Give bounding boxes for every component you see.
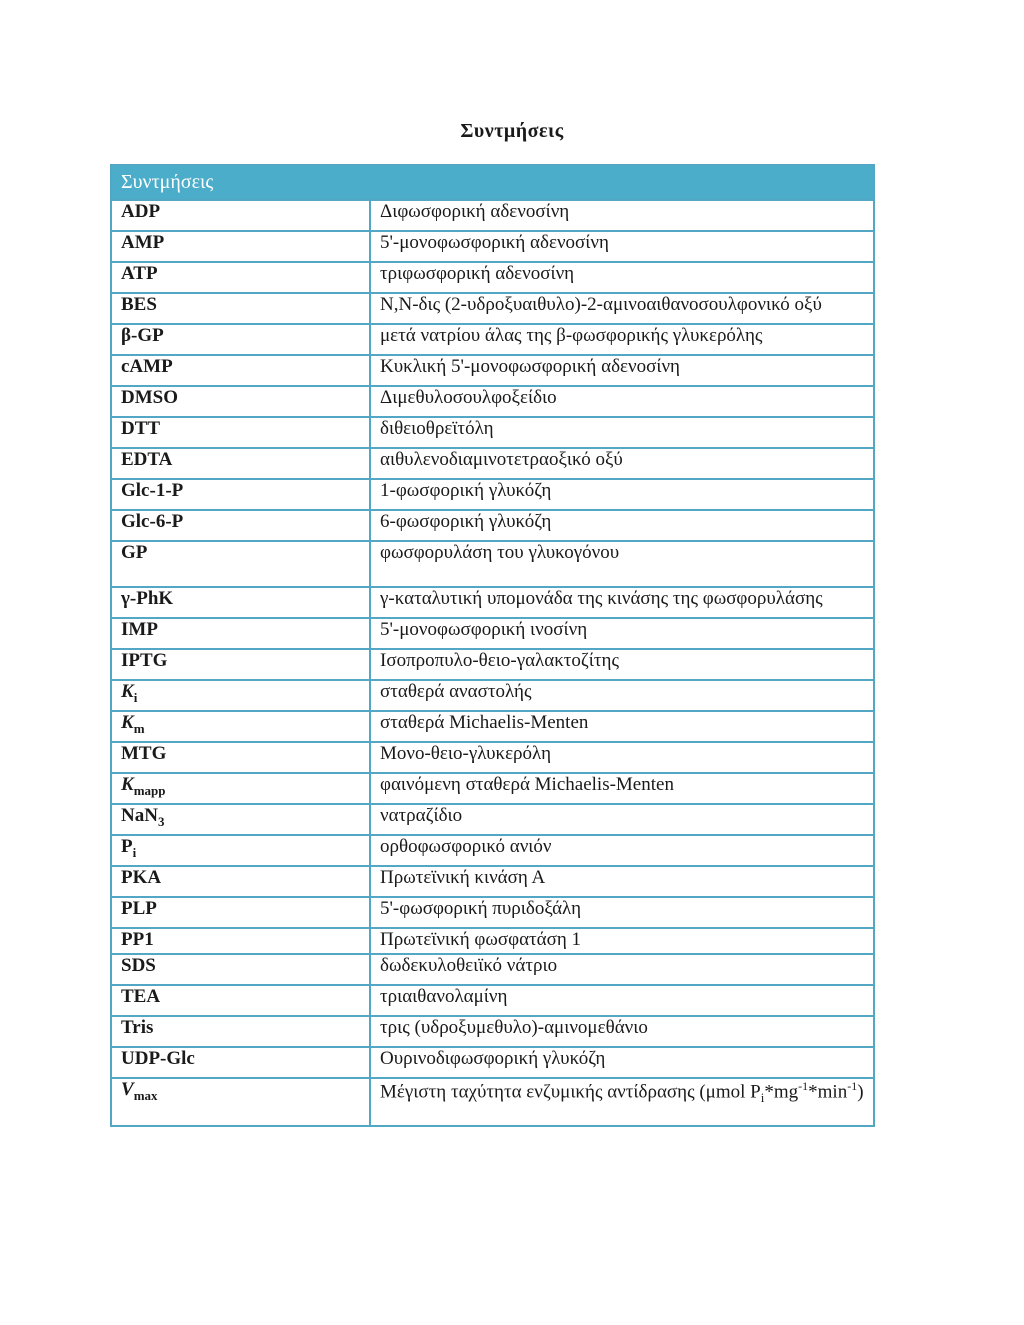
table-row	[111, 804, 874, 835]
table-row	[111, 541, 874, 587]
abbr-term: $K_i$	[111, 680, 370, 711]
table-row	[111, 262, 874, 293]
abbr-description: Πρωτεϊνική κινάση Α	[370, 866, 874, 897]
abbr-term: SDS	[111, 954, 370, 985]
table-row	[111, 928, 874, 954]
table-row	[111, 649, 874, 680]
abbr-description: Μονο-θειο-γλυκερόλη	[370, 742, 874, 773]
table-row	[111, 510, 874, 541]
table-row	[111, 835, 874, 866]
abbr-term: ATP	[111, 262, 370, 293]
abbr-term: Glc-6-P	[111, 510, 370, 541]
abbr-term: PKA	[111, 866, 370, 897]
abbr-term: AMP	[111, 231, 370, 262]
abbr-description: τριφωσφορική αδενοσίνη	[370, 262, 874, 293]
abbr-term: γ-PhK	[111, 587, 370, 618]
abbr-term: UDP-Glc	[111, 1047, 370, 1078]
abbr-term: BES	[111, 293, 370, 324]
abbr-term: cAMP	[111, 355, 370, 386]
abbr-description: Διφωσφορική αδενοσίνη	[370, 200, 874, 231]
abbr-term: $V_{max}$	[111, 1078, 370, 1126]
abbr-term: IMP	[111, 618, 370, 649]
table-row	[111, 1047, 874, 1078]
table-header: Συντμήσεις	[111, 165, 874, 200]
abbr-description: 6-φωσφορική γλυκόζη	[370, 510, 874, 541]
abbr-term: Tris	[111, 1016, 370, 1047]
table-row	[111, 417, 874, 448]
table-row	[111, 985, 874, 1016]
table-row	[111, 954, 874, 985]
abbr-term: NaN$_3$	[111, 804, 370, 835]
abbr-description: τριαιθανολαμίνη	[370, 985, 874, 1016]
abbr-term: IPTG	[111, 649, 370, 680]
abbr-description: 1-φωσφορική γλυκόζη	[370, 479, 874, 510]
abbr-description: αιθυλενοδιαμινοτετραοξικό οξύ	[370, 448, 874, 479]
table-row	[111, 866, 874, 897]
abbr-description: σταθερά αναστολής	[370, 680, 874, 711]
abbr-description: φαινόμενη σταθερά Michaelis-Menten	[370, 773, 874, 804]
abbr-term: β-GP	[111, 324, 370, 355]
table-row	[111, 386, 874, 417]
abbr-description: γ-καταλυτική υπομονάδα της κινάσης της φωσφορυλάσης	[370, 587, 874, 618]
abbr-term: $K_{mapp}$	[111, 773, 370, 804]
abbr-description: φωσφορυλάση του γλυκογόνου	[370, 541, 874, 587]
abbr-term: PLP	[111, 897, 370, 928]
abbr-term: $K_m$	[111, 711, 370, 742]
table-row	[111, 355, 874, 386]
abbr-term: TEA	[111, 985, 370, 1016]
abbr-description: νατραζίδιο	[370, 804, 874, 835]
abbr-description: Μέγιστη ταχύτητα ενζυμικής αντίδρασης (μmol $P_i*mg^{-1}*\min^{-1}$)	[370, 1078, 874, 1126]
table-row	[111, 324, 874, 355]
abbr-description: 5'-φωσφορική πυριδοξάλη	[370, 897, 874, 928]
abbr-term: DMSO	[111, 386, 370, 417]
abbr-description: διθειοθρεϊτόλη	[370, 417, 874, 448]
table-row	[111, 587, 874, 618]
abbr-description: Ουρινοδιφωσφορική γλυκόζη	[370, 1047, 874, 1078]
table-row	[111, 773, 874, 804]
abbr-description: Πρωτεϊνική φωσφατάση 1	[370, 928, 874, 954]
abbr-description: σταθερά Michaelis-Menten	[370, 711, 874, 742]
abbr-description: μετά νατρίου άλας της β-φωσφορικής γλυκερόλης	[370, 324, 874, 355]
abbr-description: δωδεκυλοθειϊκό νάτριο	[370, 954, 874, 985]
table-row	[111, 897, 874, 928]
table-row	[111, 479, 874, 510]
table-row	[111, 293, 874, 324]
abbr-term: MTG	[111, 742, 370, 773]
abbr-description: Κυκλική 5'-μονοφωσφορική αδενοσίνη	[370, 355, 874, 386]
abbr-term: DTT	[111, 417, 370, 448]
abbr-description: 5'-μονοφωσφορική ινοσίνη	[370, 618, 874, 649]
abbr-description: τρις (υδροξυμεθυλο)-αμινομεθάνιο	[370, 1016, 874, 1047]
abbreviations-table	[110, 164, 875, 1127]
table-row	[111, 711, 874, 742]
table-row	[111, 448, 874, 479]
table-row	[111, 680, 874, 711]
abbr-description: 5'-μονοφωσφορική αδενοσίνη	[370, 231, 874, 262]
abbr-term: $P_i$	[111, 835, 370, 866]
abbr-description: Διμεθυλοσουλφοξείδιο	[370, 386, 874, 417]
abbr-term: GP	[111, 541, 370, 587]
table-header-row	[111, 165, 874, 200]
table-row	[111, 200, 874, 231]
table-row	[111, 1078, 874, 1126]
abbr-term: ADP	[111, 200, 370, 231]
abbr-description: Ισοπροπυλο-θειο-γαλακτοζίτης	[370, 649, 874, 680]
abbr-term: EDTA	[111, 448, 370, 479]
table-row	[111, 231, 874, 262]
abbr-term: Glc-1-P	[111, 479, 370, 510]
abbr-description: ορθοφωσφορικό ανιόν	[370, 835, 874, 866]
page-title: Συντμήσεις	[460, 120, 564, 142]
table-row	[111, 618, 874, 649]
table-row	[111, 1016, 874, 1047]
abbr-description: N,N-δις (2-υδροξυαιθυλο)-2-αμινοαιθανοσουλφονικό οξύ	[370, 293, 874, 324]
table-row	[111, 742, 874, 773]
abbr-term: PP1	[111, 928, 370, 954]
